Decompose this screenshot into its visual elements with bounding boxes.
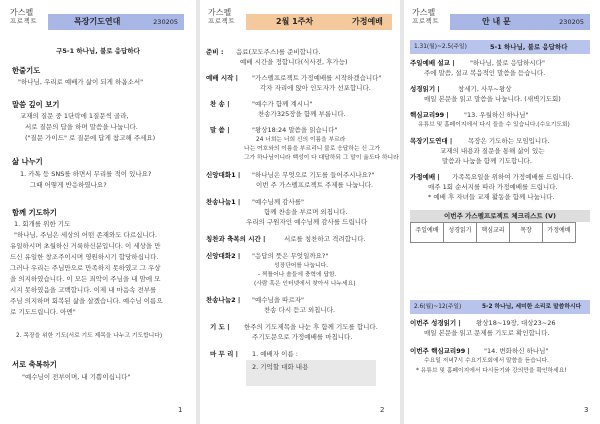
notice-label: 목장기도연대 | xyxy=(410,137,453,145)
worship-step-text: 1. 예배자 이름 : xyxy=(252,350,298,358)
worship-step-sub: 찬송 다시 듣고 외칩니다. xyxy=(264,306,336,314)
week2-title: 5-2 하나님, 세미한 소리로 말씀하시다 xyxy=(482,304,582,310)
worship-step-label: 찬송나눔1 | xyxy=(206,198,241,206)
notice-text: "하나님, 불로 응답하시다" xyxy=(470,59,545,67)
prayer-paragraph-line: 드신 유일한 창조주이시며 영원하시기 합당하십니다. xyxy=(10,253,159,261)
prayer-item-2: 2. 목장을 위한 기도(서로 기도 제목을 나누고 기도합니다) xyxy=(16,333,163,339)
notice-sub: * 예배 후 자녀들 교재 활동을 함께 나눕니다. xyxy=(428,193,555,201)
worship-step-sub: 우리의 구원자인 예수님께 감사를 드립니다 xyxy=(246,218,368,226)
worship-step-label: 신앙대화2 | xyxy=(206,252,241,260)
page1-header xyxy=(48,14,184,30)
notice-label: 가정예배 | xyxy=(410,173,440,181)
gospel-project-logo: 가스펠 프로젝트 xyxy=(412,8,440,25)
worship-step-sub: 24 너희는 너희 신의 이름을 부르라 xyxy=(256,137,346,143)
worship-step-text: "왕상18:24 말씀을 읽습니다" xyxy=(252,126,338,134)
notice-label: 주일예배 설교 | xyxy=(410,59,455,67)
notice-label: 성경읽기 | xyxy=(410,85,440,93)
worship-step-label: 기 도 | xyxy=(210,323,230,331)
week1-title: 5-1 하나님, 불로 응답하다 xyxy=(490,43,568,51)
worship-step-sub: 성장단어를 나눕니다. xyxy=(274,263,329,269)
page2-header-title: 2월 1주차 xyxy=(276,17,314,26)
worship-step-text: 음료(꼬도주스)를 준비합니다. xyxy=(236,48,321,56)
deep-word-heading: 말씀 깊이 보기 xyxy=(12,100,60,109)
notice-sub: 교재의 내용과 질문을 통해 삶이 있는 xyxy=(440,147,545,155)
notice-text: 왕상18~19장, 대상23~26 xyxy=(476,319,556,327)
worship-step-label: 신앙대화1 | xyxy=(206,171,241,179)
notice-sub: 수요일 저녁7시 수요기도회에서 말씀을 듣습니다. xyxy=(424,358,549,364)
page1-header-date: 230205 xyxy=(153,18,178,26)
page3-header-date: 230205 xyxy=(559,18,584,26)
week1-band xyxy=(410,40,590,54)
deep-word-line: 서로 질문의 답을 하며 말씀을 나눕니다. xyxy=(25,123,138,131)
prayer-paragraph-line: 을 의지하였습니다. 이 모든 죄악이 주님을 내 맘에 모 xyxy=(10,275,161,283)
notice-sub: 매일 본문을 읽고 말씀을 나눕니다. (새벽기도회) xyxy=(424,95,561,103)
page3-header-title: 안 내 문 xyxy=(482,17,511,26)
checklist-cell[interactable]: 핵심교리 xyxy=(477,223,510,243)
life-share-line: 1. 카톡 등 SNS를 하면서 무리를 적이 있나요? xyxy=(20,170,152,178)
scripture-line: 그가 하나님이니라 백성이 다 대답하되 그 말이 옳도다 하니라 xyxy=(244,155,399,161)
page-number: 3 xyxy=(584,406,589,414)
notice-label: 이번주 성경읽기 | xyxy=(410,319,461,327)
worship-step-label: 준비 : xyxy=(206,48,224,56)
page1-header-title: 목장기도연대 xyxy=(74,17,121,26)
worship-step-label: 예배 시작 | xyxy=(206,74,239,82)
blessing-heading: 서로 축복하기 xyxy=(12,360,57,369)
one-line-prayer-text: "하나님, 우리로 예배가 삶이 되게 하옵소서" xyxy=(18,78,144,86)
deep-word-line: ("질문 가이드" 로 질문에 답게 참고해 주세요) xyxy=(25,134,156,142)
worship-step-label: 찬 송 | xyxy=(210,100,230,108)
worship-step-text: 서로를 칭찬하고 격려합니다. xyxy=(284,235,366,243)
prayer-paragraph-line: 유일하시며 초월하신 거룩하신분입니다. 이 세상을 만 xyxy=(10,242,161,250)
prayer-paragraph-line: 로 기도드립니다. 아멘" xyxy=(10,308,76,316)
worship-step-text: "응답의 뜻은 무엇일까요?" xyxy=(252,252,329,260)
notice-text: 창세기, 사무~왕상 xyxy=(458,85,512,93)
notice-sub: 말씀과 나눔을 함께 기도합니다. xyxy=(442,157,532,165)
worship-step-text: "예수가 함께 계시니" xyxy=(252,100,313,108)
life-share-line: 그때 어떻게 반응하였나요? xyxy=(30,181,107,189)
worship-step-text: "예수님께 감사를" xyxy=(252,198,304,206)
checklist-cell[interactable]: 목장 xyxy=(510,223,543,243)
week1-date: 1.31(월)~2.5(주일) xyxy=(414,44,467,50)
week2-date: 2.6(월)~12(주일) xyxy=(414,304,462,310)
notice-text: 목장은 기도하는 모임입니다. xyxy=(468,137,550,145)
lesson-title: 구5-1 하나님, 불로 응답하다 xyxy=(56,47,140,55)
worship-step-label: 칭찬과 축복의 시간 | xyxy=(206,235,266,243)
notice-sub: 매일 본문을 읽고 문제를 기도로 확인합니다. xyxy=(424,329,550,337)
notice-text: 가족목요일을 위하여 가정예배를 드립니다. xyxy=(452,173,574,181)
worship-step-sub: 예배 시간을 정합니다(식사전, 후가능) xyxy=(240,58,348,66)
page2-header-tag: 가정예배 xyxy=(352,17,383,26)
worship-step-text: "예수님을 따르자" xyxy=(252,296,304,304)
worship-step-sub: 각자 자리에 앉아 인도자가 선포합니다. xyxy=(260,84,371,92)
prayer-paragraph-line: 주님 의지하며 회복된 삶을 살겠습니다. 예수님 이름으 xyxy=(10,297,163,305)
deep-word-line: 교재의 질문 중 1단락에 1질문씩 골라, xyxy=(20,112,129,120)
life-share-heading: 삶 나누기 xyxy=(12,157,43,166)
worship-step-sub: 함께 찬송을 부르며 외칩니다. xyxy=(264,208,348,216)
notice-sub: 유튜브 및 홈페이지에서 다시 들을 수 있습니다.(수요기도회) xyxy=(418,122,570,128)
worship-step-label: 마 무 리 | xyxy=(210,350,238,358)
prayer-paragraph-line: "하나님, 주님은 세상의 어떤 존재와도 다르십니다. xyxy=(14,231,158,239)
page-number: 1 xyxy=(178,406,183,414)
worship-step-sub: 주기도문으로 가정예배를 마칩니다. xyxy=(252,333,353,341)
worship-step-label: 말 씀 | xyxy=(210,126,230,134)
checklist-cell[interactable]: 주일예배 xyxy=(411,223,444,243)
gospel-project-logo: 가스펠 프로젝트 xyxy=(208,8,236,25)
worship-step-text: "하나님은 무엇으로 기도를 들어주시나요?" xyxy=(252,171,375,179)
page-3 xyxy=(404,0,600,424)
prayer-item-1: 1. 회개를 위한 기도 xyxy=(14,220,71,228)
worship-step-text: 한주의 기도제목을 나눈 후 함께 기도를 합니다. xyxy=(244,323,378,331)
worship-step-sub: 찬송가325장을 함께 부릅니다. xyxy=(258,110,346,118)
worship-step-text: "가스펠프로젝트 가정예배를 시작하겠습니다" xyxy=(252,74,382,82)
worship-step-sub: - 찍틀어나 솔들에 충혁에 답함. xyxy=(258,272,337,278)
week2-band xyxy=(410,300,590,314)
page-1 xyxy=(0,0,196,424)
notice-label: 이번주 핵심교리99 | xyxy=(410,347,470,355)
notice-sub: * 유튜브 및 홈페이지에서 다시듣기와 강의만을 확인하세요! xyxy=(416,368,567,374)
memo-box-label: 2. 기억할 대화 내용 xyxy=(252,363,309,371)
notice-label: 핵심교리99 | xyxy=(410,111,449,119)
prayer-paragraph-line: 시지 못하였음을 고백합니다. 이제 내 마음속 전부를 xyxy=(10,286,157,294)
checklist-cell[interactable]: 성경읽기 xyxy=(444,223,477,243)
blessing-text: "예수님이 전부이며, 내 기쁨이십니다" xyxy=(22,373,131,381)
notice-sub: 매주 1회 순서지를 따라 가정예배를 드립니다. xyxy=(428,183,558,191)
notice-text: "13. 우월하신 하나님" xyxy=(464,111,529,119)
page2-header xyxy=(246,14,392,30)
gospel-project-logo: 가스펠 프로젝트 xyxy=(10,8,38,25)
checklist-table xyxy=(410,222,576,243)
pray-together-heading: 함께 기도하기 xyxy=(12,208,57,217)
scripture-line: 나는 여호와의 이름을 부르리니 불로 응답하는 신 그가 xyxy=(244,146,381,152)
checklist-title: 이번주 가스펠프로젝트 체크리스트 (V) xyxy=(410,210,590,222)
checklist-cell[interactable]: 가정예배 xyxy=(543,223,576,243)
one-line-prayer-heading: 한줄기도 xyxy=(12,66,41,75)
worship-step-sub: 이번 주 가스펠프로젝트 주제를 나눕니다. xyxy=(256,181,374,189)
worship-step-label: 찬송나눔2 | xyxy=(206,296,241,304)
page3-header xyxy=(450,14,590,30)
page-2 xyxy=(200,0,400,424)
page-number: 2 xyxy=(380,406,385,414)
notice-sub: 주에 말씀, 설교 복음적인 말씀을 듣습니다. xyxy=(424,69,546,77)
prayer-paragraph-line: 그러나 우리는 주님만으로 만족하지 못하였고 그 우상 xyxy=(10,264,161,272)
worship-step-sub: (사람 혹은 인터넷에서 찾아서 나누세요) xyxy=(254,281,356,287)
notice-text: "14. 변화하신 하나님" xyxy=(484,347,549,355)
